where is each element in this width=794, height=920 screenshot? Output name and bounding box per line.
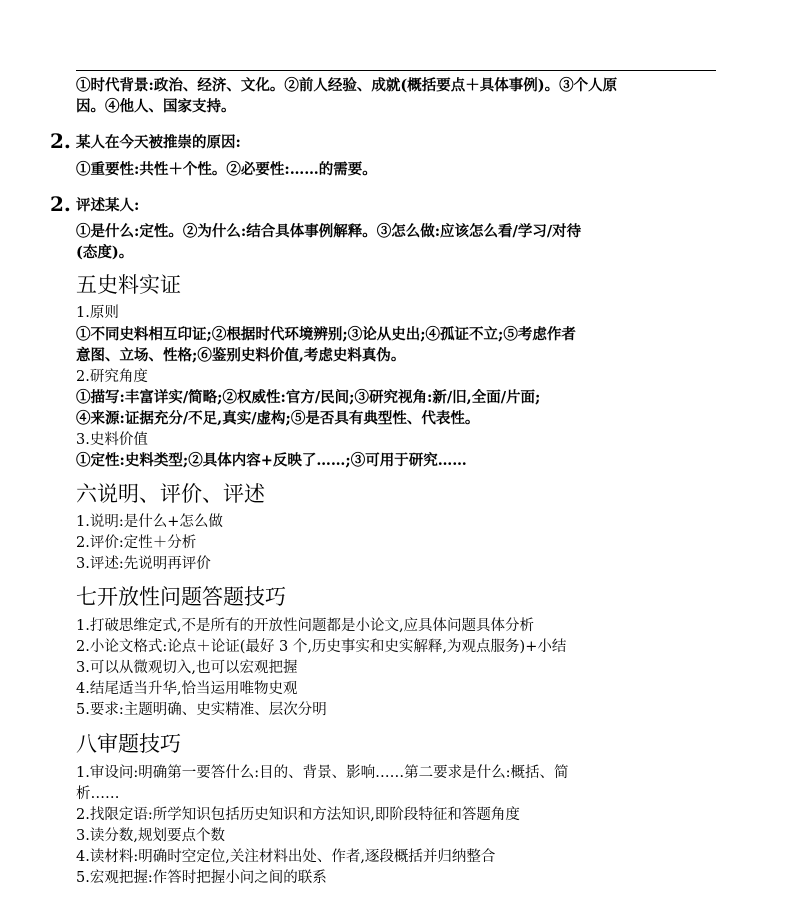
section-7-line: 1.打破思维定式,不是所有的开放性问题都是小论文,应具体问题具体分析 bbox=[76, 618, 535, 634]
header-rule bbox=[76, 70, 716, 71]
section-7-line: 3.可以从微观切入,也可以宏观把握 bbox=[76, 660, 298, 676]
section-8-line: 1.审设问:明确第一要答什么:目的、背景、影响……第二要求是什么:概括、简 bbox=[76, 765, 569, 781]
section-6-heading: 六说明、评价、评述 bbox=[76, 482, 265, 506]
section-8-heading: 八审题技巧 bbox=[76, 732, 181, 756]
item-reason-number: 2. bbox=[50, 129, 71, 153]
section-5-line: ①不同史料相互印证;②根据时代环境辨别;③论从史出;④孤证不立;⑤考虑作者 bbox=[76, 326, 576, 343]
section-5-line: ①定性:史料类型;②具体内容+反映了……;③可用于研究…… bbox=[76, 452, 467, 469]
intro-line-1: ①时代背景:政治、经济、文化。②前人经验、成就(概括要点＋具体事例)。③个人原 bbox=[76, 77, 618, 94]
section-6-line: 2.评价:定性＋分析 bbox=[76, 535, 197, 551]
section-7-line: 4.结尾适当升华,恰当运用唯物史观 bbox=[76, 681, 298, 697]
section-8-line: 3.读分数,规划要点个数 bbox=[76, 828, 225, 844]
intro-line-2: 因。④他人、国家支持。 bbox=[76, 98, 236, 115]
section-5-heading: 五史料实证 bbox=[76, 273, 181, 297]
section-7-line: 2.小论文格式:论点＋论证(最好 3 个,历史事实和史实解释,为观点服务)+小结 bbox=[76, 639, 567, 655]
section-5-line: ①描写:丰富详实/简略;②权威性:官方/民间;③研究视角:新/旧,全面/片面; bbox=[76, 389, 541, 406]
section-5-line: 意图、立场、性格;⑥鉴别史料价值,考虑史料真伪。 bbox=[76, 347, 406, 364]
section-6-line: 3.评述:先说明再评价 bbox=[76, 556, 211, 572]
item-reason-line-1: ①重要性:共性＋个性。②必要性:……的需要。 bbox=[76, 161, 377, 178]
section-8-line: 5.宏观把握:作答时把握小问之间的联系 bbox=[76, 870, 327, 886]
section-8-line: 2.找限定语:所学知识包括历史知识和方法知识,即阶段特征和答题角度 bbox=[76, 807, 520, 823]
item-reason-title: 某人在今天被推崇的原因: bbox=[76, 134, 241, 151]
section-8-line: 4.读材料:明确时空定位,关注材料出处、作者,逐段概括并归纳整合 bbox=[76, 849, 496, 865]
item-evaluate-line-1: ①是什么:定性。②为什么:结合具体事例解释。③怎么做:应该怎么看/学习/对待 bbox=[76, 223, 582, 240]
section-7-line: 5.要求:主题明确、史实精准、层次分明 bbox=[76, 702, 327, 718]
item-evaluate-line-2: (态度)。 bbox=[76, 244, 134, 261]
item-evaluate-number: 2. bbox=[50, 192, 71, 216]
section-7-heading: 七开放性问题答题技巧 bbox=[76, 585, 286, 609]
section-8-line: 析…… bbox=[76, 786, 120, 802]
section-5-line: 1.原则 bbox=[76, 305, 119, 321]
section-5-line: ④来源:证据充分/不足,真实/虚构;⑤是否具有典型性、代表性。 bbox=[76, 410, 480, 427]
item-evaluate-title: 评述某人: bbox=[76, 197, 140, 214]
section-6-line: 1.说明:是什么+怎么做 bbox=[76, 514, 223, 530]
section-5-line: 3.史料价值 bbox=[76, 432, 148, 448]
section-5-line: 2.研究角度 bbox=[76, 369, 148, 385]
